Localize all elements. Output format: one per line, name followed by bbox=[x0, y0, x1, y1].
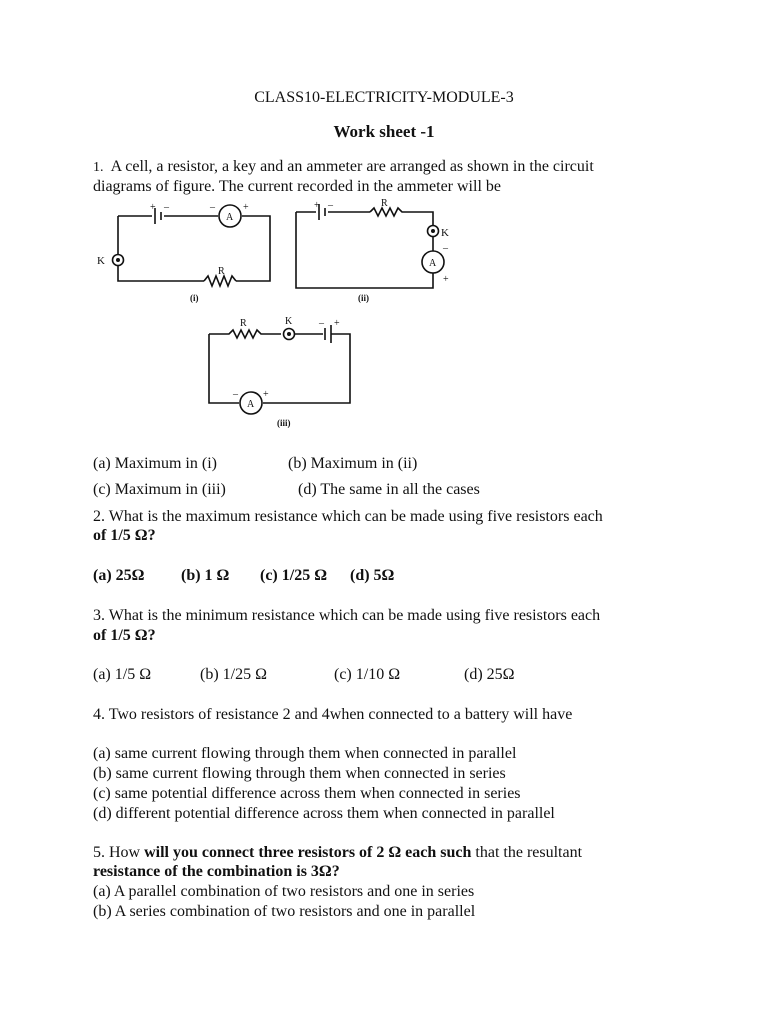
question-5-line-2: resistance of the combination is 3Ω? bbox=[93, 863, 340, 880]
fig1-plus-1: + bbox=[150, 202, 156, 213]
question-2-option-c: (c) 1/25 Ω bbox=[260, 567, 328, 584]
fig1-plus-2: + bbox=[243, 202, 249, 213]
fig2-minus-2: – bbox=[443, 243, 448, 254]
fig1-ammeter-label: A bbox=[226, 212, 234, 223]
fig3-caption: (iii) bbox=[277, 418, 291, 428]
fig2-resistor-label: R bbox=[381, 198, 388, 209]
question-1-option-a: (a) Maximum in (i) bbox=[93, 455, 217, 472]
question-1-option-b: (b) Maximum in (ii) bbox=[288, 455, 418, 472]
fig2-minus-1: – bbox=[328, 200, 333, 211]
question-1-line-1 bbox=[93, 157, 594, 178]
fig1-caption: (i) bbox=[190, 293, 199, 303]
question-4-option-a: (a) same current flowing through them when connected in parallel bbox=[93, 745, 517, 762]
circuit-figure-2 bbox=[290, 198, 460, 308]
question-4-option-b: (b) same current flowing through them when connected in series bbox=[93, 765, 506, 782]
fig1-key-label: K bbox=[97, 255, 105, 267]
question-3-option-c: (c) 1/10 Ω bbox=[334, 666, 401, 683]
question-3-line-2: of 1/5 Ω? bbox=[93, 627, 156, 644]
question-3-option-a: (a) 1/5 Ω bbox=[93, 666, 152, 683]
key-dot bbox=[116, 258, 120, 262]
question-5-line-1 bbox=[93, 843, 582, 863]
question-2-line-2: of 1/5 Ω? bbox=[93, 527, 156, 544]
fig2-key-label: K bbox=[441, 227, 449, 239]
question-1-option-d: (d) The same in all the cases bbox=[298, 481, 480, 498]
fig3-key-label: K bbox=[285, 316, 293, 327]
question-2-option-d: (d) 5Ω bbox=[350, 567, 395, 584]
question-5-text-post: that the resultant bbox=[471, 844, 583, 861]
circuit-figure-1 bbox=[90, 198, 280, 308]
module-title: CLASS10-ELECTRICITY-MODULE-3 bbox=[254, 89, 514, 106]
question-1-text-1: A cell, a resistor, a key and an ammeter are arranged as shown in the circuit bbox=[110, 158, 594, 175]
fig3-minus-2: – bbox=[233, 389, 238, 400]
fig1-minus-1: – bbox=[164, 202, 169, 213]
question-5-text-bold: will you connect three resistors of 2 Ω each such bbox=[144, 844, 472, 861]
question-3-option-b: (b) 1/25 Ω bbox=[200, 666, 267, 683]
question-3-option-d: (d) 25Ω bbox=[464, 666, 515, 683]
fig3-plus-2: + bbox=[263, 389, 269, 400]
question-4-option-d: (d) different potential difference across them when connected in parallel bbox=[93, 805, 555, 822]
key-dot bbox=[431, 229, 435, 233]
question-5-text-pre: 5. How bbox=[93, 844, 145, 861]
fig3-resistor-label: R bbox=[240, 318, 247, 329]
fig3-ammeter-label: A bbox=[247, 399, 255, 410]
question-4-line-1: 4. Two resistors of resistance 2 and 4when connected to a battery will have bbox=[93, 706, 573, 723]
fig2-plus-1: + bbox=[314, 200, 320, 211]
question-5-option-a: (a) A parallel combination of two resistors and one in series bbox=[93, 883, 475, 900]
question-1-number: 1. bbox=[93, 160, 104, 175]
worksheet-title: Work sheet -1 bbox=[333, 122, 435, 141]
key-dot bbox=[287, 332, 291, 336]
question-3-line-1: 3. What is the minimum resistance which can be made using five resistors each bbox=[93, 607, 601, 624]
fig2-ammeter-label: A bbox=[429, 258, 437, 269]
circuit-figure-3 bbox=[205, 313, 365, 433]
fig2-plus-2: + bbox=[443, 274, 449, 285]
question-1-line-2: diagrams of figure. The current recorded in the ammeter will be bbox=[93, 178, 501, 195]
question-2-line-1: 2. What is the maximum resistance which can be made using five resistors each bbox=[93, 508, 603, 525]
question-1-option-c: (c) Maximum in (iii) bbox=[93, 481, 226, 498]
question-5-option-b: (b) A series combination of two resistors and one in parallel bbox=[93, 903, 476, 920]
question-4-option-c: (c) same potential difference across them when connected in series bbox=[93, 785, 521, 802]
fig1-resistor-label: R bbox=[218, 266, 225, 277]
fig3-minus-1: – bbox=[319, 318, 324, 329]
fig3-plus-1: + bbox=[334, 318, 340, 329]
question-2-option-a: (a) 25Ω bbox=[93, 567, 145, 584]
question-2-option-b: (b) 1 Ω bbox=[181, 567, 230, 584]
fig2-caption: (ii) bbox=[358, 293, 369, 303]
fig1-minus-2: – bbox=[210, 202, 215, 213]
